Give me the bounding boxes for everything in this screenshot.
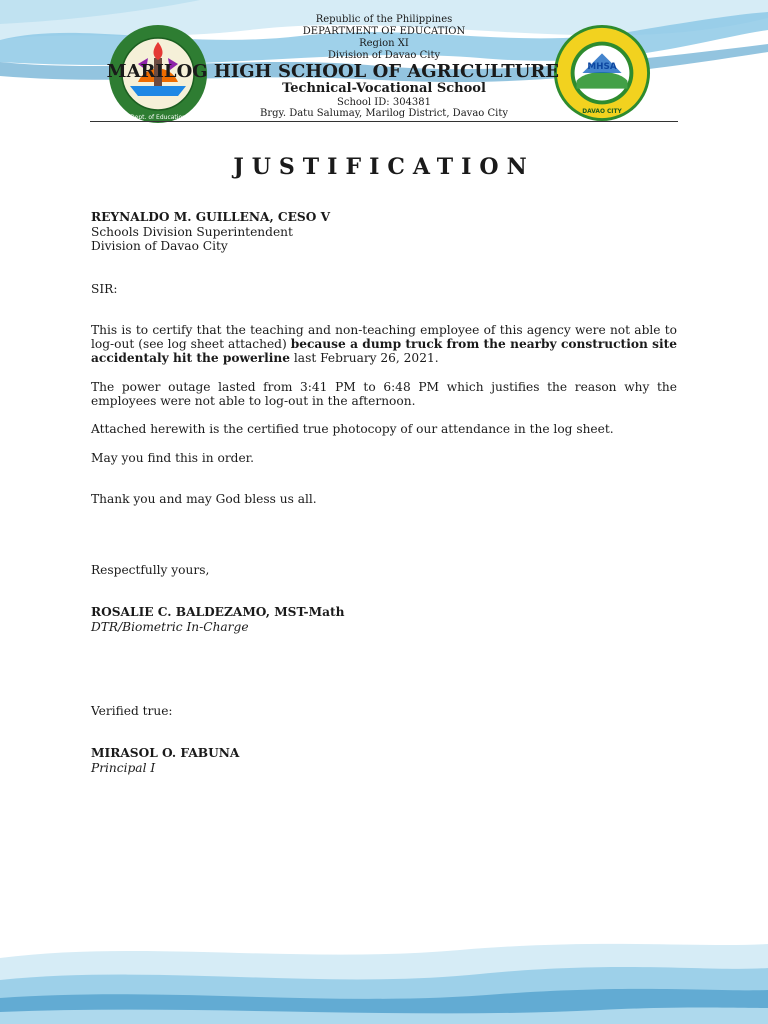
header-division: Division of Davao City bbox=[327, 50, 441, 61]
paragraph-certification-reason: because a dump truck from the nearby construction site accidentaly hit the powerline bbox=[91, 337, 678, 365]
closing-line: Respectfully yours, bbox=[91, 563, 210, 577]
header-school-name-container bbox=[106, 59, 559, 83]
signatory-2-title: Principal I bbox=[91, 761, 156, 775]
paragraph-certification-end: last February 26, 2021. bbox=[290, 351, 439, 365]
header-school-type: Technical-Vocational School bbox=[282, 81, 486, 96]
paragraph-thanks: Thank you and may God bless us all. bbox=[91, 492, 317, 506]
svg-text:MHSA: MHSA bbox=[587, 62, 617, 73]
signatory-1-name: ROSALIE C. BALDEZAMO, MST-Math bbox=[91, 605, 345, 619]
salutation: SIR: bbox=[91, 282, 118, 296]
header-school-name: MARILOG HIGH SCHOOL OF AGRICULTURE bbox=[106, 61, 559, 82]
addressee-position: Schools Division Superintendent bbox=[91, 225, 293, 239]
addressee-office: Division of Davao City bbox=[91, 239, 228, 253]
addressee-name: REYNALDO M. GUILLENA, CESO V bbox=[91, 210, 331, 224]
paragraph-certification-start: This is to certify that the teaching and non-teaching employee of this agency were not able to log-out (see log sheet attached) bbox=[91, 323, 677, 351]
signatory-1-title: DTR/Biometric In-Charge bbox=[91, 620, 249, 634]
header-republic: Republic of the Philippines bbox=[315, 14, 453, 25]
paragraph-attachment: Attached herewith is the certified true photocopy of our attendance in the log sheet. bbox=[91, 422, 614, 436]
document-title: JUSTIFICATION bbox=[233, 154, 535, 180]
header-region: Region XI bbox=[359, 38, 409, 49]
header-address: Brgy. Datu Salumay, Marilog District, Davao City bbox=[259, 108, 508, 119]
verified-label: Verified true: bbox=[91, 704, 173, 718]
svg-text:Dept. of Education: Dept. of Education bbox=[130, 114, 186, 121]
footer-wave-decoration bbox=[0, 934, 768, 1024]
paragraph-power-outage: The power outage lasted from 3:41 PM to 6:48 PM which justifies the reason why the employees were not able to log-out in the afternoon. bbox=[91, 380, 677, 408]
header-divider bbox=[90, 121, 678, 122]
paragraph-certification bbox=[91, 323, 677, 365]
header-school-id: School ID: 304381 bbox=[337, 97, 431, 108]
signatory-2-name: MIRASOL O. FABUNA bbox=[91, 746, 240, 760]
svg-text:DAVAO CITY: DAVAO CITY bbox=[582, 109, 622, 116]
paragraph-request: May you find this in order. bbox=[91, 451, 255, 465]
header-department: DEPARTMENT OF EDUCATION bbox=[302, 26, 466, 37]
